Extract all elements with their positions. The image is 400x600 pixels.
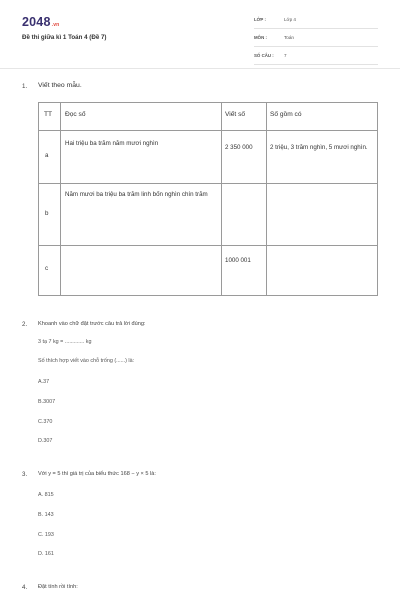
table-row-a-viet-so: 2 350 000 — [225, 144, 253, 151]
q3-number: 3. — [22, 471, 28, 478]
q1-number: 1. — [22, 83, 28, 90]
table-header-so-gom-co: Số gồm có — [270, 111, 302, 118]
table-row-divider — [39, 130, 377, 131]
table-header-viet-so: Viết số — [225, 111, 246, 118]
logo-main: 2048 — [22, 15, 51, 29]
q1-table — [38, 102, 378, 296]
table-header-tt: TT — [44, 111, 53, 118]
q2-equation: 3 tạ 7 kg = ............. kg — [38, 339, 92, 345]
table-row-divider — [39, 183, 377, 184]
header-divider — [0, 68, 400, 69]
q2-option-b[interactable]: B.3007 — [38, 399, 56, 405]
meta-subject — [254, 31, 378, 47]
meta-class — [254, 13, 378, 29]
q3-option-d[interactable]: D. 161 — [38, 551, 54, 557]
q3-option-b[interactable]: B. 143 — [38, 512, 54, 518]
exam-title: Đề thi giữa kì 1 Toán 4 (Đề 7) — [22, 34, 107, 41]
q4-text: Đặt tính rồi tính: — [38, 584, 78, 590]
site-logo[interactable] — [22, 15, 59, 29]
table-col-divider — [221, 103, 222, 295]
meta-subject-value: Toán — [284, 35, 294, 40]
table-col-divider — [266, 103, 267, 295]
table-row-a-tt: a — [45, 152, 49, 159]
table-row-c-viet-so: 1000 001 — [225, 257, 251, 264]
q2-prompt: Số thích hợp viết vào chỗ trống (......) là: — [38, 358, 135, 364]
q3-option-c[interactable]: C. 193 — [38, 532, 54, 538]
table-row-a-so-gom-co: 2 triệu, 3 trăm nghìn, 5 mươi nghìn. — [270, 144, 368, 151]
table-col-divider — [60, 103, 61, 295]
q2-number: 2. — [22, 321, 28, 328]
meta-question-count-value: 7 — [284, 53, 287, 58]
exam-meta — [254, 13, 378, 67]
q2-text: Khoanh vào chữ đặt trước câu trả lời đúng: — [38, 321, 146, 327]
table-row-divider — [39, 245, 377, 246]
q1-text: Viết theo mẫu. — [38, 82, 82, 89]
q2-option-c[interactable]: C.370 — [38, 419, 53, 425]
q2-option-d[interactable]: D.307 — [38, 438, 53, 444]
q3-text: Với y = 5 thì giá trị của biểu thức 168 − y × 5 là: — [38, 471, 156, 477]
meta-class-label: LỚP : — [254, 17, 266, 22]
table-header-doc-so: Đọc số — [65, 111, 86, 118]
q4-number: 4. — [22, 584, 28, 591]
table-row-b-tt: b — [45, 210, 49, 217]
table-row-b-doc-so: Năm mươi ba triệu ba trăm linh bốn nghìn chín trăm — [65, 191, 208, 198]
q3-option-a[interactable]: A. 815 — [38, 492, 54, 498]
meta-question-count — [254, 49, 378, 65]
table-row-c-tt: c — [45, 265, 49, 272]
meta-subject-label: MÔN : — [254, 35, 267, 40]
table-row-a-doc-so: Hai triệu ba trăm năm mươi nghìn — [65, 140, 159, 147]
q2-option-a[interactable]: A.37 — [38, 379, 50, 385]
logo-suffix: .vn — [51, 22, 60, 28]
meta-question-count-label: SỐ CÂU : — [254, 53, 274, 58]
meta-class-value: Lớp 4 — [284, 17, 296, 22]
